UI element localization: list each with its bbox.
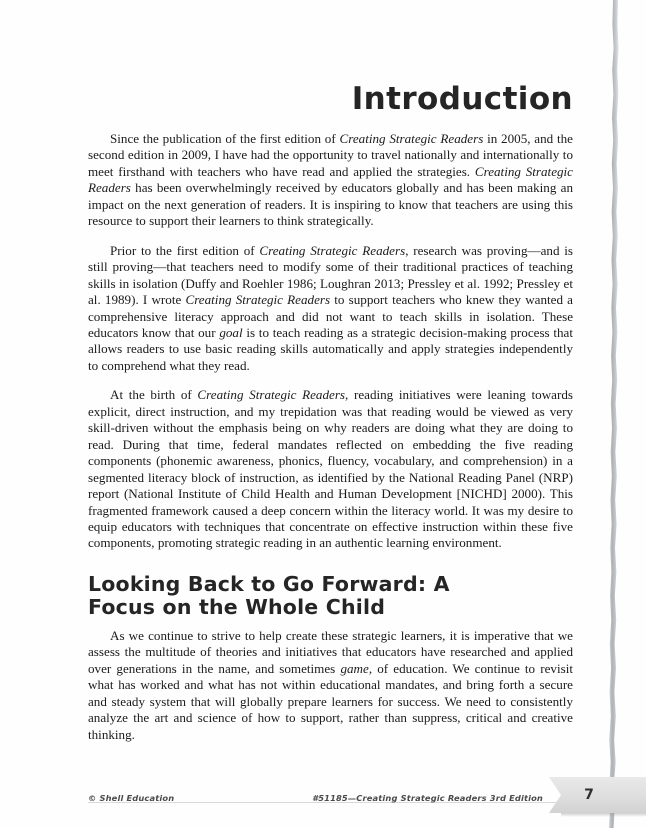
- emphasis-text: Creating Strategic Readers: [339, 131, 484, 146]
- paragraph: Prior to the first edition of Creating Strategic Readers, research was proving—and is still proving—that teachers need to modify some of their traditional practices of teaching skills in isolation (Duffy and Roehler 1986; Loughran 2013; Pressley et al. 1992; Pressley et al. 1989). I wrote Creating Strategic Readers to support teachers who knew they wanted a comprehensive literacy approach and did not want to teach skills in isolation. These educators know that our goal is to teach reading as a strategic decision-making process that allows readers to use basic reading skills automatically and apply strategies independently to comprehend what they read.: [88, 242, 574, 373]
- page-title: Introduction: [351, 80, 573, 117]
- edge-brush-stripe-decoration: [606, 0, 624, 828]
- footer-copyright: © Shell Education: [88, 793, 175, 803]
- section-heading: Looking Back to Go Forward: A Focus on the Whole Child: [88, 571, 450, 619]
- paragraph: At the birth of Creating Strategic Readers, reading initiatives were leaning towards explicit, direct instruction, and my trepidation was that reading would be viewed as very skill-driven without the emphasis being on why readers are doing what they are doing to read. During that time, federal mandates reflected on embedding the five reading components (phonemic awareness, phonics, fluency, vocabulary, and comprehension) in a segmented literacy block of instruction, as identified by the National Reading Panel (NRP) report (National Institute of Child Health and Human Development [NICHD] 2000). This fragmented framework caused a deep concern within the literacy world. It was my desire to equip educators with techniques that concentrate on effective instruction within these five components, promoting strategic reading in an authentic learning environment.: [88, 387, 573, 551]
- paragraph: As we continue to strive to help create these strategic learners, it is imperative that we assess the multitude of theories and initiatives that educators have researched and applied over generations in the name, and sometimes game, of education. We continue to revisit what has worked and what has not within educational mandates, and bring forth a secure and steady system that will globally prepare learners for success. We need to consistently analyze the art and science of how to support, rather than suppress, critical and creative thinking.: [88, 627, 573, 742]
- paragraph: Since the publication of the first edition of Creating Strategic Readers in 2005, and the second edition in 2009, I have had the opportunity to travel nationally and internationally to meet firsthand with teachers who have read and applied the strategies. Creating Strategic Readers has been overwhelmingly received by educators globally and has been making an impact on the next generation of readers. It is inspiring to know that teachers are using this resource to support their learners to think strategically.: [88, 131, 573, 229]
- emphasis-text: Creating Strategic Readers: [197, 387, 346, 403]
- emphasis-text: game: [340, 660, 369, 676]
- emphasis-text: Creating Strategic Readers: [88, 163, 573, 196]
- emphasis-text: Creating Strategic Readers: [259, 242, 406, 258]
- page-number: 7: [584, 787, 594, 803]
- article-body: [88, 131, 573, 743]
- footer-book-reference: #51185—Creating Strategic Readers 3rd Edition: [312, 793, 543, 803]
- page-number-ribbon-shadow: [561, 813, 646, 817]
- emphasis-text: Creating Strategic Readers: [185, 292, 331, 308]
- emphasis-text: goal: [219, 324, 243, 340]
